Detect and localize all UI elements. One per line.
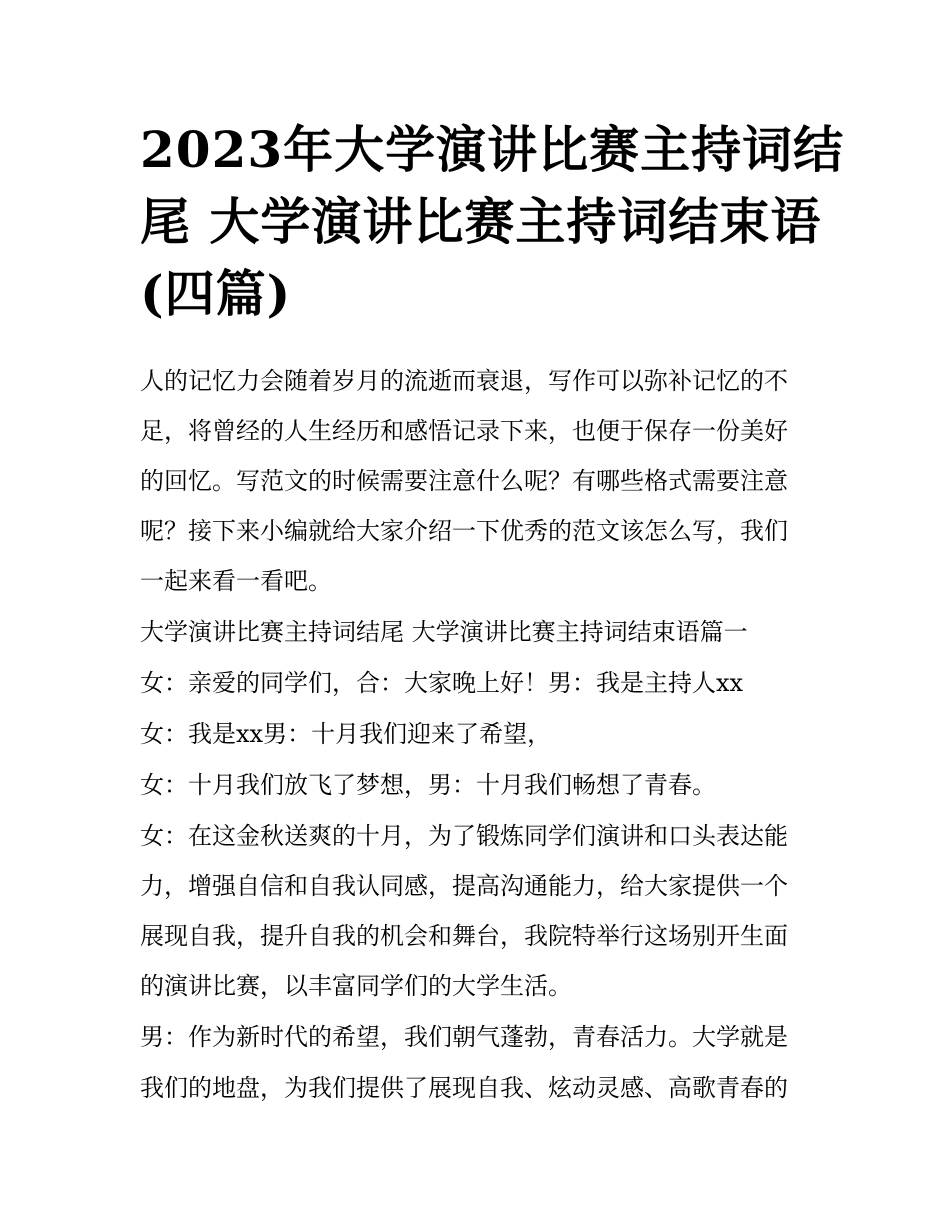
section-heading: 大学演讲比赛主持词结尾 大学演讲比赛主持词结束语篇一 [140,618,748,646]
dialogue-line: 女：十月我们放飞了梦想，男：十月我们畅想了青春。 [140,771,716,799]
dialogue-line: 女：我是xx男：十月我们迎来了希望， [140,720,552,748]
paragraph-line: 我们的地盘，为我们提供了展现自我、炫动灵感、高歌青春的 [140,1074,788,1102]
title-line: 尾 大学演讲比赛主持词结束语 [140,192,822,251]
document-title [140,114,845,330]
paragraph-line: 力，增强自信和自我认同感，提高沟通能力，给大家提供一个 [140,872,788,900]
paragraph-line: 女：在这金秋送爽的十月，为了锻炼同学们演讲和口头表达能 [140,822,788,850]
paragraph-line: 展现自我，提升自我的机会和舞台，我院特举行这场别开生面 [140,922,788,950]
title-line: 2023年大学演讲比赛主持词结 [140,120,845,179]
title-line: (四篇) [140,264,292,323]
intro-line: 足，将曾经的人生经历和感悟记录下来，也便于保存一份美好 [140,417,788,445]
paragraph-line: 男：作为新时代的希望，我们朝气蓬勃，青春活力。大学就是 [140,1023,788,1051]
intro-line: 的回忆。写范文的时候需要注意什么呢？有哪些格式需要注意 [140,467,788,495]
dialogue-line: 女：亲爱的同学们，合：大家晚上好！男：我是主持人xx [140,669,744,697]
intro-line: 人的记忆力会随着岁月的流逝而衰退，写作可以弥补记忆的不 [140,367,788,395]
paragraph-line: 的演讲比赛，以丰富同学们的大学生活。 [140,972,572,1000]
intro-line: 呢？接下来小编就给大家介绍一下优秀的范文该怎么写，我们 [140,517,788,545]
intro-line: 一起来看一看吧。 [140,567,332,595]
